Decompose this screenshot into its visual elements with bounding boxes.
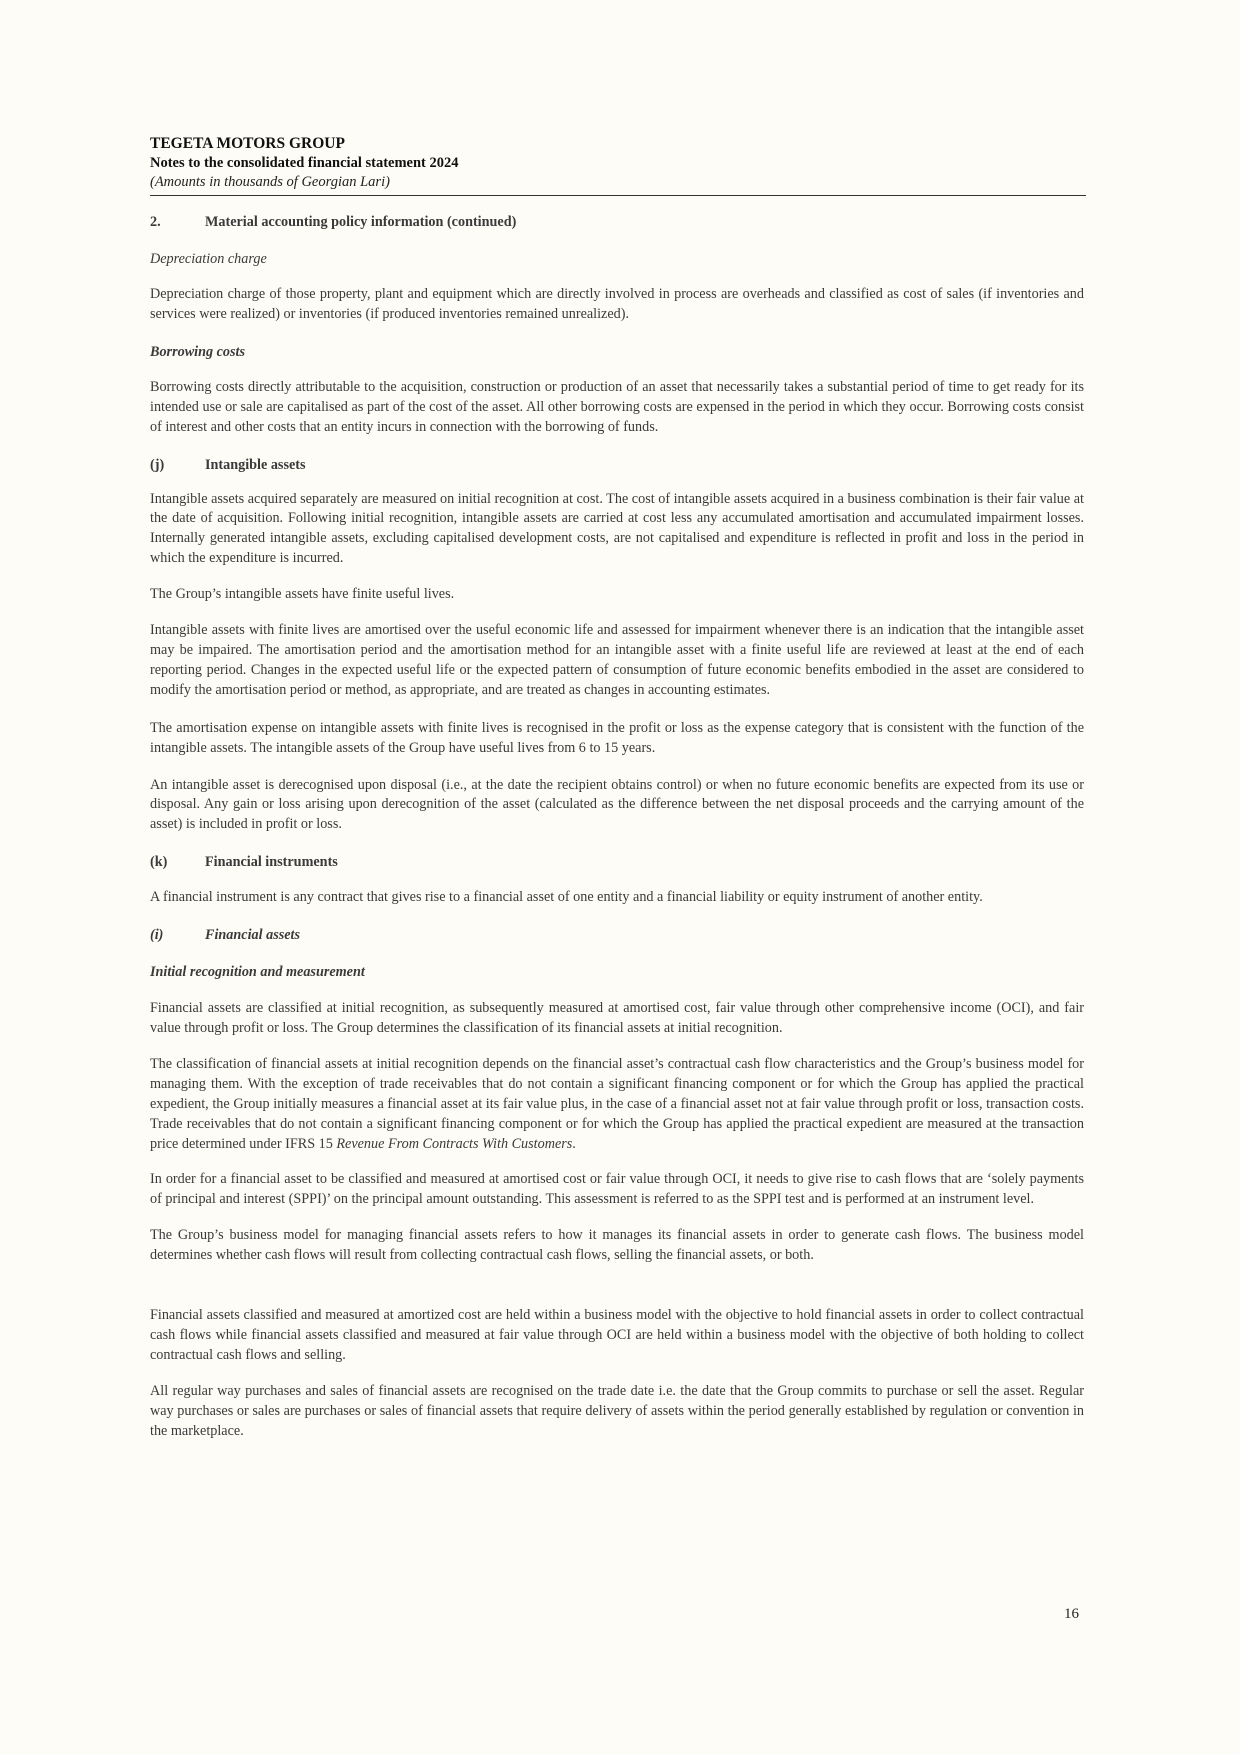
intangible-paragraph-2: The Group’s intangible assets have finite useful lives. xyxy=(150,586,455,603)
financial-assets-heading xyxy=(150,925,1084,945)
financial-assets-paragraph-2 xyxy=(150,1055,1084,1155)
subsection-title: Financial assets xyxy=(205,927,300,944)
depreciation-heading: Depreciation charge xyxy=(150,251,267,267)
financial-assets-paragraph-6: All regular way purchases and sales of financial assets are recognised on the trade date i.e. the date that the Group commits to purchase or sell the asset. Regular way purchases or sales are purchases or sales of financial assets that require delivery of assets within the period generally established by regulation or convention in the marketplace. xyxy=(150,1382,1084,1439)
report-title: Notes to the consolidated financial statement 2024 xyxy=(150,155,459,171)
section-number: (k) xyxy=(150,854,168,871)
depreciation-paragraph: Depreciation charge of those property, plant and equipment which are directly involved in process are overheads and classified as cost of sales (if inventories and services were realized) or inventories (if produced inventories remained unrealized). xyxy=(150,286,1084,322)
section-title: Financial instruments xyxy=(205,854,338,871)
section-title: Material accounting policy information (continued) xyxy=(205,214,517,230)
intangible-paragraph-4: The amortisation expense on intangible assets with finite lives is recognised in the profit or loss as the expense category that is consistent with the function of the intangible assets. The intangible assets of the Group have useful lives from 6 to 15 years. xyxy=(150,719,1084,756)
standard-title: Revenue From Contracts With Customers xyxy=(336,1135,573,1152)
company-name: TEGETA MOTORS GROUP xyxy=(150,135,345,152)
amounts-note: (Amounts in thousands of Georgian Lari) xyxy=(150,174,390,190)
financial-instruments-heading xyxy=(150,852,1084,872)
section-title: Intangible assets xyxy=(205,456,306,473)
intangible-paragraph-1: Intangible assets acquired separately are measured on initial recognition at cost. The cost of intangible assets acquired in a business combination is their fair value at the date of acquisition. Following initial recognition, intangible assets are carried at cost less any accumulated amortisation and accumulated impairment losses. Internally generated intangible assets, excluding capitalised development costs, are not capitalised and expenditure is reflected in profit and loss in the period in which the expenditure is incurred. xyxy=(150,490,1084,567)
section-2-heading xyxy=(150,212,1084,232)
page-header xyxy=(150,134,1086,192)
intangible-paragraph-5: An intangible asset is derecognised upon disposal (i.e., at the date the recipient obtains control) or when no future economic benefits are expected from its use or disposal. Any gain or loss arising upon derecognition of the asset (calculated as the difference between the net disposal proceeds and the carrying amount of the asset) is included in profit or loss. xyxy=(150,776,1084,833)
page-content xyxy=(150,212,1084,1442)
financial-assets-paragraph-4: The Group’s business model for managing financial assets refers to how it manages its financial assets in order to generate cash flows. The business model determines whether cash flows will result from collecting contractual cash flows, selling the financial assets, or both. xyxy=(150,1227,1084,1264)
page-number: 16 xyxy=(1064,1606,1079,1622)
paragraph-text: The classification of financial assets at initial recognition depends on the financial asset’s contractual cash flow characteristics and the Group’s business model for managing them. With the exception of trade receivables that do not contain a significant financing component or for which the Group has applied the practical expedient, the Group initially measures a financial asset at its fair value plus, in the case of a financial asset not at fair value through profit or loss, transaction costs. Trade receivables that do not contain a significant financing component or for which the Group has applied the practical expedient are measured at the transaction price determined under IFRS 15 xyxy=(150,1055,1084,1152)
financial-instruments-paragraph: A financial instrument is any contract that gives rise to a financial asset of one entity and a financial liability or equity instrument of another entity. xyxy=(150,889,983,906)
borrowing-heading: Borrowing costs xyxy=(150,343,246,360)
intangible-assets-heading xyxy=(150,455,1084,475)
borrowing-paragraph: Borrowing costs directly attributable to the acquisition, construction or production of an asset that necessarily takes a substantial period of time to get ready for its intended use or sale are capitalised as part of the cost of the asset. All other borrowing costs are expensed in the period in which they occur. Borrowing costs consist of interest and other costs that an entity incurs in connection with the borrowing of funds. xyxy=(150,378,1084,435)
intangible-paragraph-3: Intangible assets with finite lives are amortised over the useful economic life and assessed for impairment whenever there is an indication that the intangible asset may be impaired. The amortisation period and the amortisation method for an intangible asset with a finite useful life are reviewed at least at the end of each reporting period. Changes in the expected useful life or the expected pattern of consumption of future economic benefits embodied in the asset are considered to modify the amortisation period or method, as appropriate, and are treated as changes in accounting estimates. xyxy=(150,622,1084,698)
section-number: (j) xyxy=(150,456,165,473)
section-number: 2. xyxy=(150,214,161,230)
financial-assets-paragraph-1: Financial assets are classified at initial recognition, as subsequently measured at amortised cost, fair value through other comprehensive income (OCI), and fair value through profit or loss. The Group determines the classification of its financial assets at initial recognition. xyxy=(150,1000,1084,1037)
financial-assets-paragraph-5: Financial assets classified and measured at amortized cost are held within a business model with the objective to hold financial assets in order to collect contractual cash flows while financial assets classified and measured at fair value through OCI are held within a business model with the objective of both holding to collect contractual cash flows and selling. xyxy=(150,1307,1084,1363)
header-rule xyxy=(150,195,1086,196)
paragraph-end: . xyxy=(572,1135,576,1152)
initial-recognition-heading: Initial recognition and measurement xyxy=(150,964,365,981)
financial-assets-paragraph-3: In order for a financial asset to be classified and measured at amortised cost or fair value through OCI, it needs to give rise to cash flows that are ‘solely payments of principal and interest (SPPI)’ on the principal amount outstanding. This assessment is referred to as the SPPI test and is performed at an instrument level. xyxy=(150,1171,1084,1208)
subsection-number: (i) xyxy=(150,927,164,944)
